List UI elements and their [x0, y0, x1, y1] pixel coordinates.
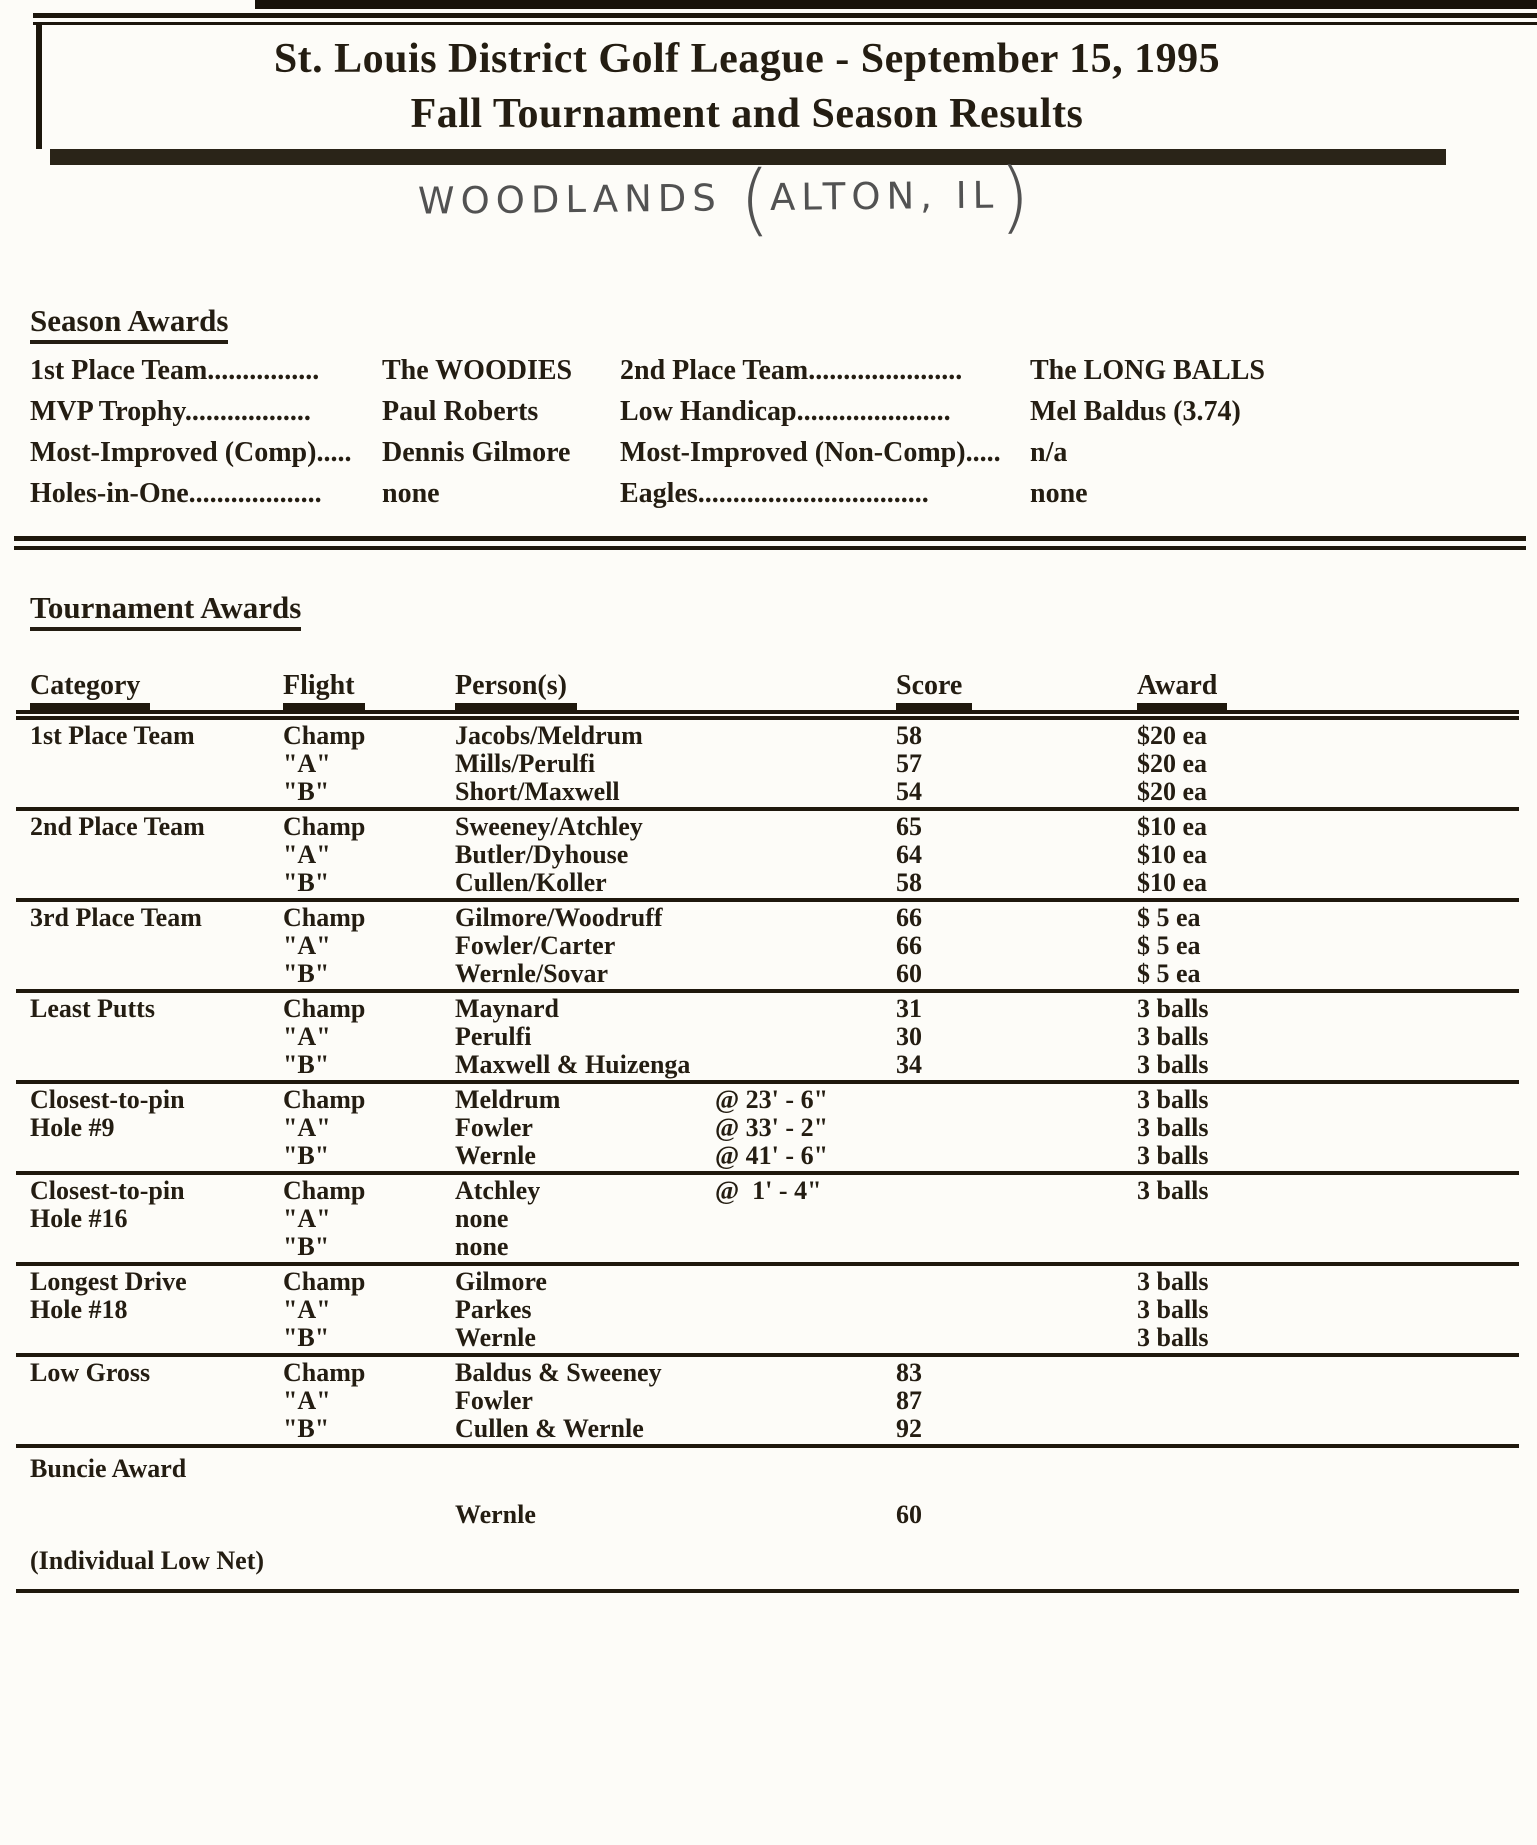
cell-award: $20 ea [1137, 777, 1208, 806]
cell-distance [715, 1051, 880, 1079]
cell-category [30, 1324, 283, 1352]
cell-person: Fowler/Carter [455, 931, 616, 960]
cell-score: 64 [896, 840, 922, 869]
cell-score [880, 1233, 1137, 1261]
cell-award: 3 balls [1137, 1113, 1209, 1142]
table-group-divider [16, 1444, 1519, 1448]
table-row [0, 1387, 1537, 1415]
cell-award [1137, 1359, 1537, 1387]
table-group-divider [16, 1353, 1519, 1357]
tournament-awards-table [0, 668, 1537, 1595]
table-row [0, 932, 1537, 960]
cell-category [30, 1023, 283, 1051]
cell-person: Sweeney/Atchley [455, 812, 643, 841]
handwritten-note [417, 152, 1118, 246]
season-label: Most-Improved (Comp)..... [30, 437, 352, 468]
cell-person: none [455, 1232, 509, 1261]
cell-category [30, 1051, 283, 1079]
cell-flight: "A" [283, 1295, 331, 1324]
cell-person: Wernle/Sovar [455, 959, 609, 988]
cell-person: Wernle [455, 1141, 536, 1170]
cell-flight: "B" [283, 1232, 330, 1261]
cell-score: 66 [896, 903, 922, 932]
cell-person: Mills/Perulfi [455, 749, 596, 778]
cell-award [1137, 1547, 1537, 1588]
cell-person: Gilmore/Woodruff [455, 903, 663, 932]
cell-score: 83 [896, 1358, 922, 1387]
title-box-top-line-outer [33, 13, 1537, 18]
cell-flight: "A" [283, 1113, 331, 1142]
cell-flight: "B" [283, 1141, 330, 1170]
table-group-divider [16, 1262, 1519, 1266]
cell-award: 3 balls [1137, 1323, 1209, 1352]
cell-award: $ 5 ea [1137, 903, 1201, 932]
cell-distance: @ 23' - 6" [715, 1085, 829, 1114]
cell-award: $20 ea [1137, 749, 1208, 778]
table-row [0, 1142, 1537, 1170]
cell-score [880, 1296, 1137, 1324]
table-row [0, 1415, 1537, 1443]
cell-score: 54 [896, 777, 922, 806]
cell-flight: "B" [283, 777, 330, 806]
cell-person [455, 1455, 715, 1496]
table-row [0, 722, 1537, 750]
cell-person: Fowler [455, 1113, 533, 1142]
table-row [0, 1233, 1537, 1261]
cell-score: 65 [896, 812, 922, 841]
table-row [0, 1450, 1537, 1496]
cell-award: $10 ea [1137, 868, 1208, 897]
cell-score: 30 [896, 1022, 922, 1051]
cell-person: Cullen/Koller [455, 868, 607, 897]
cell-score: 58 [896, 868, 922, 897]
cell-score [880, 1142, 1137, 1170]
cell-flight: Champ [283, 721, 366, 750]
season-label: 2nd Place Team...................... [620, 355, 963, 386]
cell-category [30, 750, 283, 778]
season-value: Dennis Gilmore [382, 437, 571, 468]
cell-flight: "A" [283, 749, 331, 778]
table-row [0, 904, 1537, 932]
cell-distance [715, 778, 880, 806]
cell-award [1137, 1387, 1537, 1415]
cell-distance [715, 750, 880, 778]
table-row [0, 1496, 1537, 1542]
cell-flight: "B" [283, 868, 330, 897]
cell-category [30, 932, 283, 960]
tournament-table-body [0, 716, 1537, 1593]
cell-person: Atchley [455, 1176, 541, 1205]
season-value: Paul Roberts [382, 396, 539, 427]
cell-category: Closest-to-pin [30, 1176, 185, 1205]
cell-distance [715, 1268, 880, 1296]
table-row [0, 1296, 1537, 1324]
cell-category: Hole #18 [30, 1295, 128, 1324]
cell-distance [715, 1359, 880, 1387]
cell-award [1137, 1415, 1537, 1443]
cell-score [880, 1547, 1137, 1588]
cell-score: 66 [896, 931, 922, 960]
cell-award [1137, 1501, 1537, 1542]
cell-award: $ 5 ea [1137, 931, 1201, 960]
season-label: Low Handicap...................... [620, 396, 951, 427]
cell-category: Low Gross [30, 1358, 151, 1387]
cell-award: $10 ea [1137, 840, 1208, 869]
cell-person: Meldrum [455, 1085, 561, 1114]
column-header-score: Score [896, 670, 972, 710]
cell-category: Hole #16 [30, 1204, 128, 1233]
cell-category [30, 1501, 283, 1542]
table-row [0, 778, 1537, 806]
cell-award [1137, 1205, 1537, 1233]
cell-person: Gilmore [455, 1267, 547, 1296]
cell-distance [715, 1387, 880, 1415]
cell-person: Perulfi [455, 1022, 532, 1051]
cell-award: 3 balls [1137, 1267, 1209, 1296]
cell-person: Cullen & Wernle [455, 1414, 644, 1443]
cell-flight: "B" [283, 1414, 330, 1443]
cell-person: Wernle [455, 1323, 536, 1352]
document-title-line2: Fall Tournament and Season Results [410, 91, 1084, 137]
cell-flight: Champ [283, 1267, 366, 1296]
cell-distance [715, 869, 880, 897]
cell-person: Wernle [455, 1500, 536, 1529]
cell-award: 3 balls [1137, 994, 1209, 1023]
cell-distance [715, 960, 880, 988]
table-row [0, 841, 1537, 869]
column-header-flight: Flight [283, 670, 365, 710]
cell-award: 3 balls [1137, 1085, 1209, 1114]
cell-distance [715, 1415, 880, 1443]
cell-distance [715, 1501, 880, 1542]
cell-distance [715, 1296, 880, 1324]
table-row [0, 1324, 1537, 1352]
table-bottom-rule [16, 1589, 1519, 1593]
cell-flight: Champ [283, 1085, 366, 1114]
close-paren-glyph: ) [998, 152, 1031, 243]
cell-flight [283, 1547, 455, 1588]
season-value: The LONG BALLS [1030, 355, 1265, 386]
cell-category [30, 1415, 283, 1443]
open-paren-glyph: ( [739, 154, 771, 246]
cell-flight [283, 1455, 455, 1496]
table-row [0, 1205, 1537, 1233]
cell-score [880, 1177, 1137, 1205]
cell-score: 60 [896, 1500, 922, 1529]
cell-award: 3 balls [1137, 1176, 1209, 1205]
cell-score: 92 [896, 1414, 922, 1443]
cell-category: Longest Drive [30, 1267, 187, 1296]
table-group-divider [16, 1171, 1519, 1175]
cell-flight: "A" [283, 1386, 331, 1415]
table-row [0, 1542, 1537, 1588]
cell-flight: "A" [283, 840, 331, 869]
season-value: Mel Baldus (3.74) [1030, 396, 1241, 427]
table-row [0, 995, 1537, 1023]
column-header-award: Award [1137, 670, 1227, 710]
cell-distance [715, 1547, 880, 1588]
cell-flight: "B" [283, 1050, 330, 1079]
table-row [0, 1177, 1537, 1205]
cell-person: none [455, 1204, 509, 1233]
cell-flight: Champ [283, 1358, 366, 1387]
cell-category [30, 869, 283, 897]
cell-flight: "A" [283, 1022, 331, 1051]
cell-distance [715, 841, 880, 869]
table-row [0, 1268, 1537, 1296]
cell-person: Maynard [455, 994, 559, 1023]
handwritten-location: ALTON, IL [769, 173, 1000, 219]
season-label: Most-Improved (Non-Comp)..... [620, 437, 1001, 468]
table-row [0, 1023, 1537, 1051]
cell-award [1137, 1455, 1537, 1496]
cell-person: Maxwell & Huizenga [455, 1050, 691, 1079]
cell-distance: @ 41' - 6" [715, 1141, 829, 1170]
cell-category [30, 1142, 283, 1170]
season-label: 1st Place Team................ [30, 355, 320, 386]
season-label: MVP Trophy.................. [30, 396, 311, 427]
cell-score: 31 [896, 994, 922, 1023]
table-header [0, 668, 1537, 710]
season-label: Holes-in-One................... [30, 478, 322, 509]
cell-flight: "B" [283, 1323, 330, 1352]
cell-category: (Individual Low Net) [30, 1546, 265, 1575]
handwritten-course-name: WOODLANDS [417, 176, 722, 223]
cell-award: $ 5 ea [1137, 959, 1201, 988]
table-header-rule [16, 710, 1519, 714]
scan-artifact-bar [255, 0, 1537, 9]
season-label: Eagles................................. [620, 478, 929, 509]
cell-distance: @ 33' - 2" [715, 1113, 829, 1142]
table-row [0, 1086, 1537, 1114]
table-row [0, 813, 1537, 841]
cell-flight: Champ [283, 1176, 366, 1205]
cell-score [880, 1086, 1137, 1114]
cell-category: Hole #9 [30, 1113, 115, 1142]
cell-distance [715, 1455, 880, 1496]
season-value: none [382, 478, 440, 509]
cell-category: Buncie Award [30, 1454, 187, 1483]
section-divider-double-rule [14, 536, 1526, 550]
cell-flight: Champ [283, 812, 366, 841]
cell-distance: @ 1' - 4" [715, 1176, 822, 1205]
cell-distance [715, 1205, 880, 1233]
cell-person [455, 1547, 715, 1588]
document-title-line1: St. Louis District Golf League - September 15, 1995 [273, 36, 1221, 82]
season-awards-list [30, 350, 1525, 514]
cell-person: Baldus & Sweeney [455, 1358, 662, 1387]
table-group-divider [16, 1080, 1519, 1084]
table-row [0, 1359, 1537, 1387]
cell-award: 3 balls [1137, 1141, 1209, 1170]
cell-person: Fowler [455, 1386, 533, 1415]
season-value: none [1030, 478, 1088, 509]
cell-flight: "A" [283, 931, 331, 960]
cell-person: Butler/Dyhouse [455, 840, 629, 869]
cell-score: 87 [896, 1386, 922, 1415]
cell-score: 34 [896, 1050, 922, 1079]
table-group-divider [16, 989, 1519, 993]
cell-category [30, 778, 283, 806]
tournament-awards-heading: Tournament Awards [30, 590, 301, 631]
cell-distance [715, 995, 880, 1023]
cell-score [880, 1324, 1137, 1352]
table-row [0, 750, 1537, 778]
cell-category [30, 1233, 283, 1261]
cell-flight: "B" [283, 959, 330, 988]
cell-person: Parkes [455, 1295, 532, 1324]
cell-category [30, 841, 283, 869]
cell-category: Least Putts [30, 994, 155, 1023]
cell-award: $10 ea [1137, 812, 1208, 841]
cell-distance [715, 932, 880, 960]
cell-score [880, 1268, 1137, 1296]
cell-award [1137, 1233, 1537, 1261]
cell-category [30, 960, 283, 988]
cell-distance [715, 1233, 880, 1261]
cell-category: 3rd Place Team [30, 903, 202, 932]
season-awards-heading: Season Awards [30, 303, 228, 344]
cell-person: Short/Maxwell [455, 777, 620, 806]
cell-distance [715, 1324, 880, 1352]
cell-person: Jacobs/Meldrum [455, 721, 643, 750]
table-row [0, 960, 1537, 988]
cell-distance [715, 722, 880, 750]
cell-category: Closest-to-pin [30, 1085, 185, 1114]
table-row [0, 1114, 1537, 1142]
cell-award: 3 balls [1137, 1050, 1209, 1079]
cell-score [880, 1205, 1137, 1233]
cell-score: 60 [896, 959, 922, 988]
title-box [36, 25, 1452, 149]
cell-award: 3 balls [1137, 1295, 1209, 1324]
column-header-persons: Person(s) [455, 670, 577, 710]
cell-score: 58 [896, 721, 922, 750]
cell-category [30, 1387, 283, 1415]
cell-distance [715, 1023, 880, 1051]
cell-flight: "A" [283, 1204, 331, 1233]
table-group-divider [16, 898, 1519, 902]
cell-award: $20 ea [1137, 721, 1208, 750]
table-group-divider [16, 716, 1519, 720]
cell-score: 57 [896, 749, 922, 778]
cell-score [880, 1114, 1137, 1142]
table-row [0, 869, 1537, 897]
cell-category: 1st Place Team [30, 721, 195, 750]
cell-flight [283, 1501, 455, 1542]
cell-category: 2nd Place Team [30, 812, 205, 841]
cell-distance [715, 813, 880, 841]
cell-score [880, 1455, 1137, 1496]
table-row [0, 1051, 1537, 1079]
season-value: The WOODIES [382, 355, 573, 386]
cell-award: 3 balls [1137, 1022, 1209, 1051]
cell-flight: Champ [283, 994, 366, 1023]
cell-distance [715, 904, 880, 932]
cell-flight: Champ [283, 903, 366, 932]
table-group-divider [16, 807, 1519, 811]
season-value: n/a [1030, 437, 1068, 468]
column-header-category: Category [30, 670, 150, 710]
